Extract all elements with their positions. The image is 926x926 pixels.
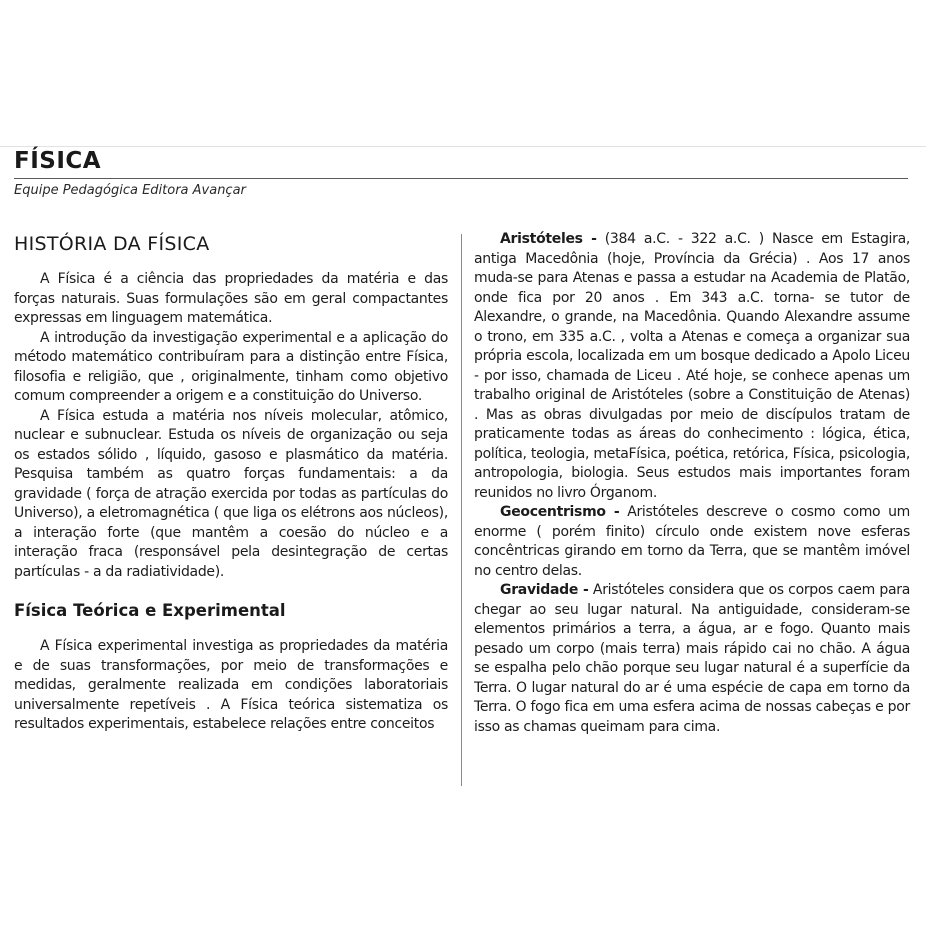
paragraph: A Física é a ciência das propriedades da matéria e das forças naturais. Suas formulações são em geral compactantes expressas em linguagem matemática. [14, 271, 448, 326]
entry-text: (384 a.C. - 322 a.C. ) Nasce em Estagira, antiga Macedônia (hoje, Província da Grécia) . Aos 17 anos muda-se para Atenas e passa a estudar na Academia de Platão, onde fica por 20 anos . Em 343 a.C. torna- se tutor de Alexandre, o grande, na Macedônia. Quando Alexandre assume o trono, em 335 a.C. , volta a Atenas e começa a organizar sua própria escola, localizada em um bosque dedicado a Apolo Liceu - por isso, chamada de Liceu . Até hoje, se conhece apenas um trabalho original de Aristóteles (sobre a Constituição de Atenas) . Mas as obras divulgadas por meio de discípulos tratam de praticamente todas as áreas do conhecimento : lógica, ética, política, teologia, metaFísica, poética, retórica, Física, psicologia, antropologia, biologia. Seus estudos mais importantes foram reunidos no livro Órganom. [474, 231, 911, 501]
paragraph: A introdução da investigação experimental e a aplicação do método matemático contribuíram para a distinção entre Física, filosofia e religião, que , originalmente, tinham como objetivo comum compreender a origem e a constituição do Universo. [14, 329, 448, 404]
entry-gravidade [474, 581, 910, 737]
entry-term: Gravidade - [500, 582, 589, 598]
page-cut-edge [14, 776, 454, 788]
paragraph: A Física experimental investiga as propriedades da matéria e de suas transformações, por meio de transformações e medidas, geralmente realizada em condições laboratoriais universalmente repetíveis . A Física teórica sistematiza os resultados experimentais, estabelece relações entre conceitos [14, 638, 448, 732]
entry-term: Aristóteles - [500, 231, 597, 247]
document-subtitle: Equipe Pedagógica Editora Avançar [14, 183, 246, 198]
document-title: FÍSICA [14, 148, 102, 174]
entry-text: Aristóteles considera que os corpos caem para chegar ao seu lugar natural. Na antiguidade, consideram-se elementos primários a terra, a água, ar e fogo. Quanto mais pesado um corpo (mais terra) mais rápido cai no chão. A água se espalha pelo chão porque seu lugar natural é a superfície da Terra. O lugar natural do ar é uma espécie de capa em torno da Terra. O fogo fica em uma esfera acima de nossas cabeças e por isso as chamas queimam para cima. [474, 582, 910, 735]
section-heading: HISTÓRIA DA FÍSICA [14, 233, 210, 255]
subsection-heading: Física Teórica e Experimental [14, 601, 286, 620]
title-underline [14, 178, 908, 179]
entry-text: Aristóteles descreve o cosmo como um enorme ( porém finito) círculo onde existem nove esferas concêntricas girando em torno da Terra, que se mantêm imóvel no centro delas. [474, 504, 910, 579]
entry-aristoteles [474, 230, 910, 503]
column-divider [461, 234, 462, 786]
entry-term: Geocentrismo - [500, 504, 620, 520]
page-top-border [0, 146, 926, 147]
paragraph: A Física estuda a matéria nos níveis molecular, atômico, nuclear e subnuclear. Estuda os níveis de organização ou seja os estados sólido , líquido, gasoso e plasmático da matéria. Pesquisa também as quatro forças fundamentais: a da gravidade ( força de atração exercida por todas as partículas do Universo), a eletromagnética ( que liga os elétrons aos núcleos), a interação forte (que mantêm a coesão do núcleo e a interação fraca (responsável pela desintegração de certas partículas - a da radiatividade). [14, 407, 448, 580]
left-column [14, 230, 448, 786]
right-column [474, 230, 910, 737]
entry-geocentrismo [474, 503, 910, 581]
